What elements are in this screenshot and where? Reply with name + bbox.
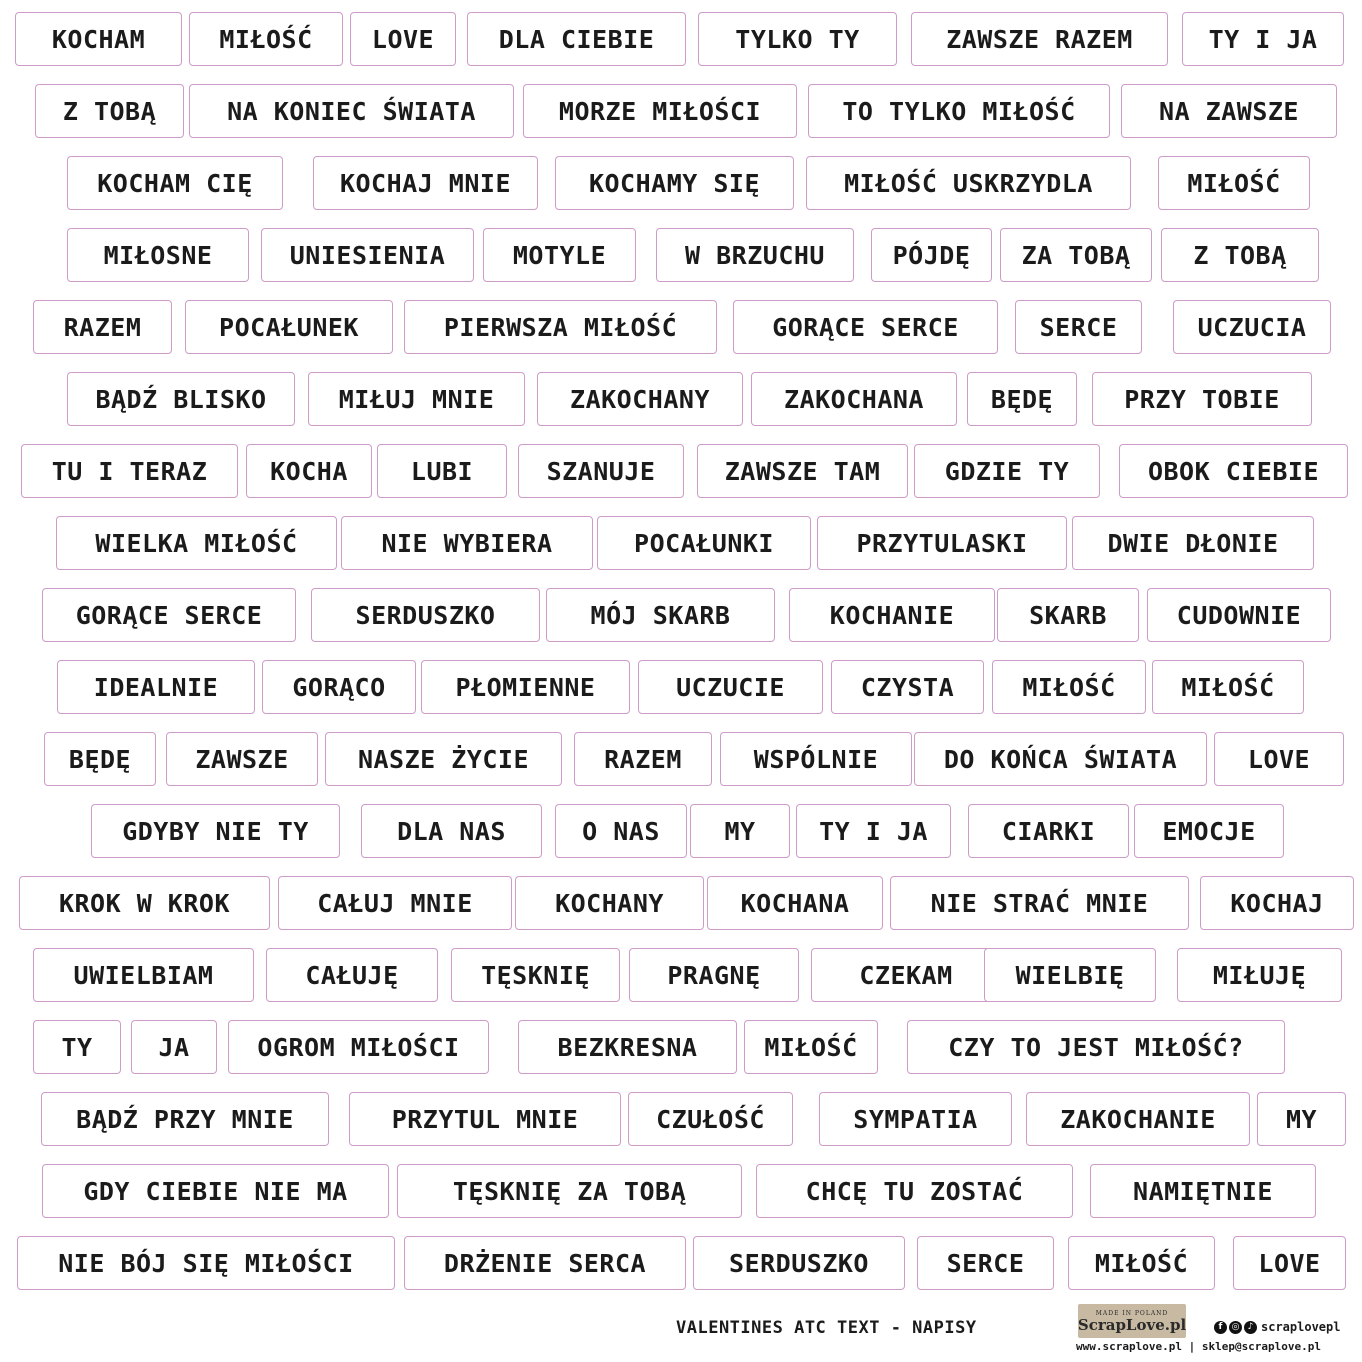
text-sticker: MY (1257, 1092, 1346, 1146)
text-sticker: MOTYLE (483, 228, 636, 282)
text-sticker: DO KOŃCA ŚWIATA (914, 732, 1207, 786)
text-sticker: TYLKO TY (698, 12, 897, 66)
text-sticker: WIELBIĘ (984, 948, 1156, 1002)
text-sticker: NASZE ŻYCIE (325, 732, 562, 786)
text-sticker: WIELKA MIŁOŚĆ (56, 516, 337, 570)
instagram-icon[interactable]: ◎ (1229, 1321, 1242, 1334)
logo-brand: ScrapLove.pl (1077, 1315, 1187, 1334)
text-sticker: POCAŁUNEK (185, 300, 393, 354)
text-sticker: MY (690, 804, 790, 858)
label-row (0, 1164, 1362, 1220)
text-sticker: SKARB (997, 588, 1139, 642)
text-sticker: TY I JA (796, 804, 951, 858)
text-sticker: CZEKAM (811, 948, 1001, 1002)
text-sticker: TĘSKNIĘ ZA TOBĄ (397, 1164, 742, 1218)
text-sticker: SERCE (917, 1236, 1054, 1290)
label-row (0, 660, 1362, 716)
text-sticker: CAŁUJĘ (266, 948, 438, 1002)
label-row (0, 1020, 1362, 1076)
text-sticker: DWIE DŁONIE (1072, 516, 1314, 570)
text-sticker: PÓJDĘ (871, 228, 992, 282)
text-sticker: DLA CIEBIE (467, 12, 686, 66)
text-sticker: NA KONIEC ŚWIATA (189, 84, 514, 138)
text-sticker: MIŁOŚĆ (1152, 660, 1304, 714)
text-sticker: ZAWSZE RAZEM (911, 12, 1168, 66)
text-sticker: KOCHAM (15, 12, 182, 66)
text-sticker: TY (33, 1020, 121, 1074)
text-sticker: JA (131, 1020, 217, 1074)
text-sticker: OGROM MIŁOŚCI (228, 1020, 489, 1074)
text-sticker: O NAS (555, 804, 687, 858)
text-sticker: ZAKOCHANIE (1026, 1092, 1250, 1146)
text-sticker: UCZUCIA (1173, 300, 1331, 354)
text-sticker: MORZE MIŁOŚCI (523, 84, 797, 138)
label-row (0, 12, 1362, 68)
text-sticker: DRŻENIE SERCA (404, 1236, 686, 1290)
social-links (1214, 1320, 1340, 1334)
text-sticker: ZAWSZE (166, 732, 318, 786)
text-sticker: TY I JA (1182, 12, 1344, 66)
text-sticker: MIŁOŚĆ (1158, 156, 1310, 210)
text-sticker: KOCHAMY SIĘ (555, 156, 794, 210)
text-sticker: CUDOWNIE (1147, 588, 1331, 642)
text-sticker: MIŁUJĘ (1177, 948, 1342, 1002)
text-sticker: MIŁOŚĆ (1068, 1236, 1215, 1290)
text-sticker: SZANUJE (518, 444, 684, 498)
text-sticker: PRZYTULASKI (817, 516, 1067, 570)
text-sticker: GDY CIEBIE NIE MA (42, 1164, 389, 1218)
text-sticker: KOCHAJ (1200, 876, 1354, 930)
text-sticker: MIŁOŚĆ USKRZYDLA (806, 156, 1131, 210)
text-sticker: LOVE (1233, 1236, 1346, 1290)
text-sticker: CHCĘ TU ZOSTAĆ (756, 1164, 1073, 1218)
text-sticker: CIARKI (968, 804, 1129, 858)
text-sticker: LOVE (1214, 732, 1344, 786)
label-row (0, 876, 1362, 932)
text-sticker: CZYSTA (831, 660, 984, 714)
text-sticker: PIERWSZA MIŁOŚĆ (404, 300, 717, 354)
text-sticker: BĄDŹ PRZY MNIE (41, 1092, 329, 1146)
text-sticker: PRAGNĘ (629, 948, 799, 1002)
text-sticker: UNIESIENIA (261, 228, 474, 282)
text-sticker: KOCHA (246, 444, 372, 498)
sheet-title: VALENTINES ATC TEXT - NAPISY (676, 1318, 977, 1338)
label-row (0, 300, 1362, 356)
text-sticker: TĘSKNIĘ (451, 948, 620, 1002)
text-sticker: PRZY TOBIE (1092, 372, 1312, 426)
text-sticker: NIE WYBIERA (341, 516, 593, 570)
tiktok-icon[interactable]: ♪ (1244, 1321, 1257, 1334)
label-row (0, 588, 1362, 644)
text-sticker: EMOCJE (1134, 804, 1284, 858)
text-sticker: LOVE (350, 12, 456, 66)
text-sticker: KOCHANY (515, 876, 704, 930)
text-sticker: GORĄCE SERCE (733, 300, 998, 354)
label-row (0, 1092, 1362, 1148)
label-row (0, 1236, 1362, 1292)
brand-logo (1078, 1304, 1186, 1338)
text-sticker: CZY TO JEST MIŁOŚĆ? (907, 1020, 1285, 1074)
label-row (0, 156, 1362, 212)
text-sticker: KROK W KROK (19, 876, 270, 930)
text-sticker: RAZEM (574, 732, 712, 786)
label-row (0, 732, 1362, 788)
facebook-icon[interactable]: f (1214, 1321, 1227, 1334)
text-sticker: KOCHAM CIĘ (67, 156, 283, 210)
text-sticker: MIŁOŚĆ (992, 660, 1146, 714)
text-sticker: GORĄCE SERCE (42, 588, 296, 642)
social-handle: scraplovepl (1261, 1320, 1341, 1334)
text-sticker: ZAKOCHANA (751, 372, 957, 426)
text-sticker: ZAWSZE TAM (697, 444, 908, 498)
text-sticker: TU I TERAZ (21, 444, 238, 498)
label-row (0, 516, 1362, 572)
text-sticker: KOCHANA (707, 876, 883, 930)
text-sticker: MIŁOŚĆ (744, 1020, 878, 1074)
text-sticker: GORĄCO (262, 660, 416, 714)
text-sticker: MÓJ SKARB (546, 588, 775, 642)
text-sticker: SERDUSZKO (311, 588, 540, 642)
text-sticker: UWIELBIAM (33, 948, 254, 1002)
text-sticker: BEZKRESNA (518, 1020, 737, 1074)
label-row (0, 444, 1362, 500)
text-sticker: CZUŁOŚĆ (628, 1092, 793, 1146)
text-sticker: NA ZAWSZE (1121, 84, 1337, 138)
text-sticker: MIŁOŚĆ (189, 12, 343, 66)
text-sticker: LUBI (377, 444, 507, 498)
text-sticker: GDYBY NIE TY (91, 804, 340, 858)
text-sticker: NAMIĘTNIE (1090, 1164, 1316, 1218)
text-sticker: RAZEM (33, 300, 172, 354)
text-sticker: PŁOMIENNE (421, 660, 630, 714)
text-sticker: SYMPATIA (819, 1092, 1012, 1146)
text-sticker: BĘDĘ (44, 732, 156, 786)
text-sticker: POCAŁUNKI (597, 516, 811, 570)
label-row (0, 948, 1362, 1004)
text-sticker: WSPÓLNIE (720, 732, 912, 786)
logo-tagline: MADE IN POLAND (1095, 1309, 1169, 1317)
text-sticker: Z TOBĄ (35, 84, 184, 138)
text-sticker: CAŁUJ MNIE (278, 876, 512, 930)
text-sticker: GDZIE TY (914, 444, 1100, 498)
text-sticker: MIŁUJ MNIE (308, 372, 525, 426)
text-sticker: BĘDĘ (967, 372, 1077, 426)
text-sticker: PRZYTUL MNIE (349, 1092, 621, 1146)
text-sticker: IDEALNIE (57, 660, 255, 714)
text-sticker: KOCHAJ MNIE (313, 156, 538, 210)
label-row (0, 804, 1362, 860)
text-sticker: SERCE (1015, 300, 1142, 354)
text-sticker: NIE BÓJ SIĘ MIŁOŚCI (17, 1236, 395, 1290)
text-sticker: DLA NAS (361, 804, 542, 858)
label-row (0, 228, 1362, 284)
text-sticker: UCZUCIE (638, 660, 823, 714)
text-sticker: W BRZUCHU (656, 228, 854, 282)
text-sticker: ZA TOBĄ (1000, 228, 1152, 282)
contact-line: www.scraplove.pl | sklep@scraplove.pl (1076, 1340, 1322, 1353)
text-sticker: MIŁOSNE (67, 228, 249, 282)
text-sticker: NIE STRAĆ MNIE (890, 876, 1189, 930)
text-sticker: OBOK CIEBIE (1119, 444, 1348, 498)
label-row (0, 372, 1362, 428)
text-sticker: ZAKOCHANY (537, 372, 743, 426)
text-sticker: SERDUSZKO (693, 1236, 905, 1290)
label-row (0, 84, 1362, 140)
text-sticker: KOCHANIE (789, 588, 995, 642)
text-sticker: BĄDŹ BLISKO (67, 372, 295, 426)
text-sticker: Z TOBĄ (1161, 228, 1319, 282)
text-sticker: TO TYLKO MIŁOŚĆ (808, 84, 1110, 138)
